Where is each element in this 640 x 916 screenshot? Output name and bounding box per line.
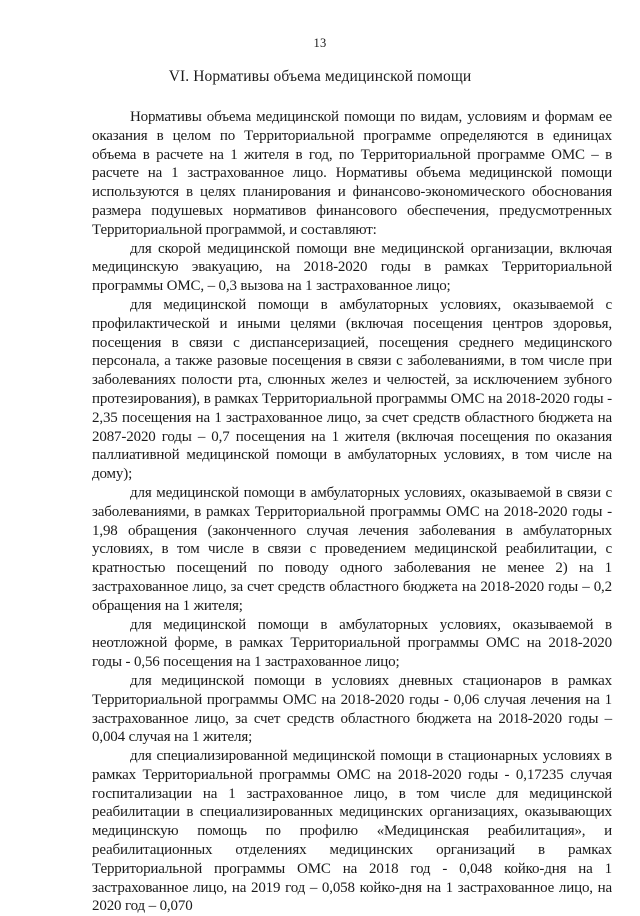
paragraph-day-hospital: для медицинской помощи в условиях дневных стационаров в рамках Территориальной программы ОМС на 2018-2020 годы - 0,06 случая лечения на 1 застрахованное лицо, за счет средств областного бюджета на 2018-2020 годы – 0,004 случая на 1 жителя; (92, 672, 612, 746)
section-title: VI. Нормативы объема медицинской помощи (168, 68, 472, 85)
paragraph-outpatient-preventive: для медицинской помощи в амбулаторных условиях, оказываемой с профилактической и иными целями (включая посещения центров здоровья, посещения в связи с диспансеризацией, посещения среднего медицинского персонала, а также разовые посещения в связи с заболеваниями, в том числе при заболеваниях полости рта, слюнных желез и челюстей, за исключением зубного протезирования), в рамках Территориальной программы ОМС на 2018-2020 годы - 2,35 посещения на 1 застрахованное лицо, за счет средств областного бюджета на 2087-2020 годы – 0,7 посещения на 1 жителя (включая посещения по оказания паллиативной медицинской помощи в амбулаторных условиях, в том числе на дому); (92, 296, 612, 483)
paragraph-outpatient-urgent: для медицинской помощи в амбулаторных условиях, оказываемой в неотложной форме, в рамках Территориальной программы ОМС на 2018-2020 годы - 0,56 посещения на 1 застрахованное лицо; (92, 616, 612, 671)
page-number: 13 (313, 36, 327, 50)
document-body (92, 108, 612, 916)
paragraph-intro: Нормативы объема медицинской помощи по видам, условиям и формам ее оказания в целом по Территориальной программе определяются в единицах объема в расчете на 1 жителя в год, по Территориальной программе ОМС – в расчете на 1 застрахованное лицо. Нормативы объема медицинской помощи используются в целях планирования и финансово-экономического обоснования размера подушевых нормативов финансового обеспечения, предусмотренных Территориальной программой, и составляют: (92, 109, 612, 238)
paragraph-emergency-care: для скорой медицинской помощи вне медицинской организации, включая медицинскую эвакуацию, на 2018-2020 годы в рамках Территориальной программы ОМС, – 0,3 вызова на 1 застрахованное лицо; (92, 240, 612, 295)
paragraph-inpatient-specialized: для специализированной медицинской помощи в стационарных условиях в рамках Территориальной программы ОМС на 2018-2020 годы - 0,17235 случая госпитализации на 1 застрахованное лицо, в том числе для медицинской реабилитации в специализированных медицинских организациях, оказывающих медицинскую помощь по профилю «Медицинская реабилитация», и реабилитационных отделениях медицинских организаций в рамках Территориальной программы ОМС на 2018 год - 0,048 койко-дня на 1 застрахованное лицо, на 2019 год – 0,058 койко-дня на 1 застрахованное лицо, на 2020 год – 0,070 (92, 748, 612, 915)
paragraph-outpatient-disease: для медицинской помощи в амбулаторных условиях, оказываемой в связи с заболеваниями, в рамках Территориальной программы ОМС на 2018-2020 годы - 1,98 обращения (законченного случая лечения заболевания в амбулаторных условиях, в том числе в связи с проведением медицинской реабилитации, с кратностью посещений по поводу одного заболевания не менее 2) на 1 застрахованное лицо, за счет средств областного бюджета на 2018-2020 годы – 0,2 обращения на 1 жителя; (92, 484, 612, 614)
